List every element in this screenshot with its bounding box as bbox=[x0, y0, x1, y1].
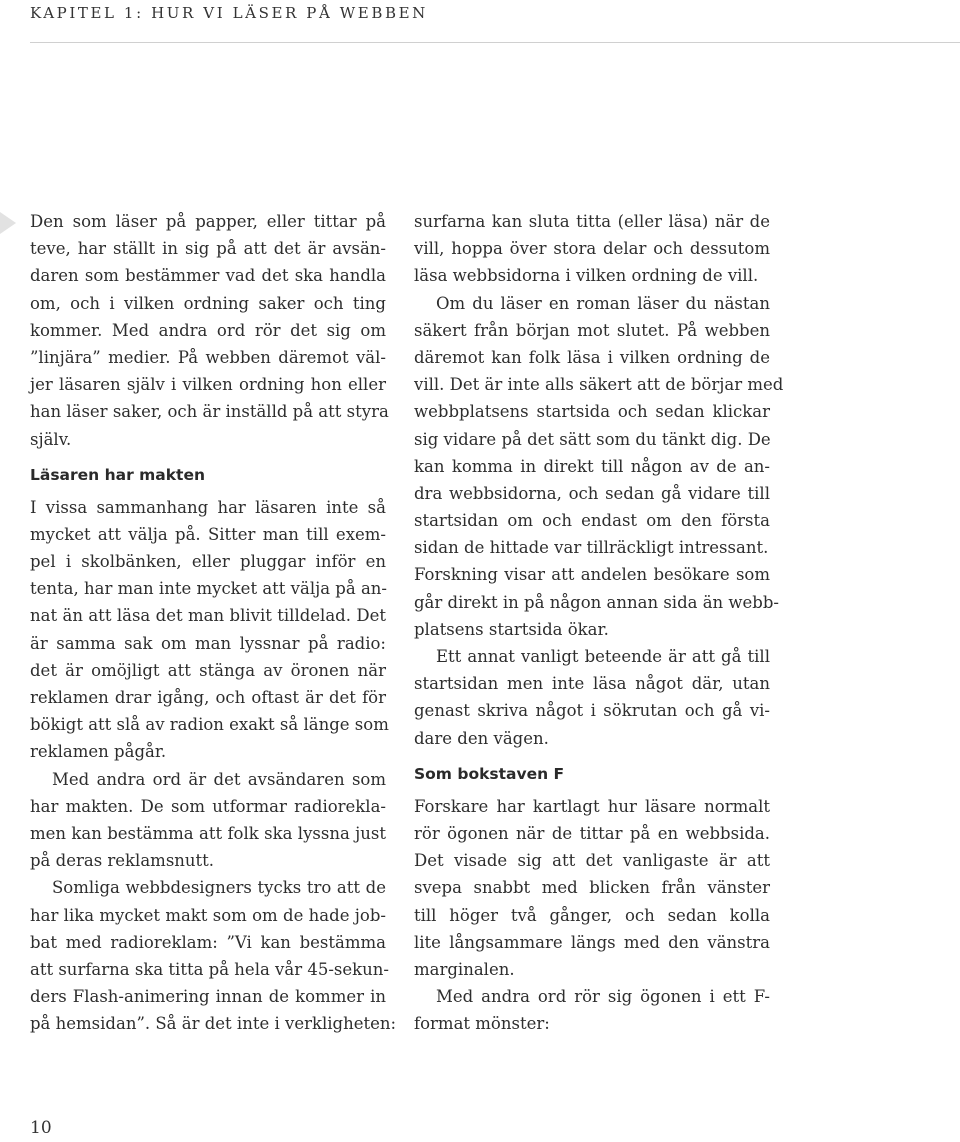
text-line: tenta, har man inte mycket att välja på an- bbox=[30, 579, 387, 599]
text-line: säkert från början mot slutet. På webben bbox=[414, 320, 770, 340]
text-line: platsens startsida ökar. bbox=[414, 619, 609, 639]
text-line: går direkt in på någon annan sida än webb- bbox=[414, 592, 780, 612]
text-line: Forskning visar att andelen besökare som bbox=[414, 565, 770, 585]
text-line: att surfarna ska titta på hela vår 45-sekun- bbox=[30, 959, 389, 979]
subheading-container bbox=[30, 453, 386, 494]
text-line: Det visade sig att det vanligaste är att bbox=[414, 851, 770, 871]
text-line: sidan de hittade var tillräckligt intressant. bbox=[414, 538, 769, 558]
text-line: dra webbsidorna, och sedan gå vidare till bbox=[414, 483, 770, 503]
text-line: dare den vägen. bbox=[414, 728, 549, 748]
right-column bbox=[414, 208, 784, 1037]
text-line: bat med radioreklam: ”Vi kan bestämma bbox=[30, 932, 386, 952]
text-line: bökigt att slå av radion exakt så länge som bbox=[30, 715, 389, 735]
text-line: surfarna kan sluta titta (eller läsa) när de bbox=[414, 212, 770, 231]
subheading: Läsaren har makten bbox=[30, 465, 206, 484]
text-line: sig vidare på det sätt som du tänkt dig. De bbox=[414, 429, 771, 449]
text-line: ders Flash-animering innan de kommer in bbox=[30, 987, 386, 1007]
text-line: mycket att välja på. Sitter man till exem- bbox=[30, 524, 386, 544]
text-line: startsidan men inte läsa något där, utan bbox=[414, 674, 770, 694]
text-line: Med andra ord är det avsändaren som bbox=[52, 769, 386, 789]
text-line: men kan bestämma att folk ska lyssna just bbox=[30, 823, 386, 843]
text-line: jer läsaren själv i vilken ordning hon eller bbox=[30, 375, 386, 395]
text-line: till höger två gånger, och sedan kolla bbox=[414, 905, 770, 925]
text-line: format mönster: bbox=[414, 1014, 550, 1034]
text-line: däremot kan folk läsa i vilken ordning de bbox=[414, 347, 770, 367]
text-line: om, och i vilken ordning saker och ting bbox=[30, 293, 386, 313]
text-line: Somliga webbdesigners tycks tro att de bbox=[52, 878, 386, 898]
subheading: Som bokstaven F bbox=[414, 764, 565, 783]
text-line: har makten. De som utformar radiorekla- bbox=[30, 796, 386, 816]
subheading-container bbox=[414, 752, 770, 793]
text-line: nat än att läsa det man blivit tilldelad. Det bbox=[30, 606, 386, 626]
text-line: på hemsidan”. Så är det inte i verkligheten: bbox=[30, 1014, 397, 1034]
triangle-marker-icon bbox=[0, 212, 16, 234]
text-line: Om du läser en roman läser du nästan bbox=[436, 293, 770, 313]
paragraph bbox=[30, 208, 389, 453]
text-line: marginalen. bbox=[414, 959, 515, 979]
text-line: pel i skolbänken, eller pluggar inför en bbox=[30, 552, 386, 572]
text-line: han läser saker, och är inställd på att styra bbox=[30, 402, 389, 422]
page-number: 10 bbox=[30, 1118, 52, 1138]
text-line: webbplatsens startsida och sedan klickar bbox=[414, 402, 770, 422]
text-line: själv. bbox=[30, 429, 72, 449]
paragraph bbox=[414, 983, 770, 1037]
text-line: svepa snabbt med blicken från vänster bbox=[414, 878, 770, 898]
paragraph bbox=[414, 643, 770, 752]
text-line: Forskare har kartlagt hur läsare normalt bbox=[414, 796, 770, 816]
paragraph bbox=[414, 208, 770, 290]
text-line: vill. Det är inte alls säkert att de börjar med bbox=[414, 375, 784, 395]
text-line: Den som läser på papper, eller tittar på bbox=[30, 212, 386, 231]
chapter-header: KAPITEL 1: HUR VI LÄSER PÅ WEBBEN bbox=[30, 4, 428, 22]
text-line: Med andra ord rör sig ögonen i ett F- bbox=[436, 987, 770, 1007]
paragraph bbox=[414, 793, 770, 983]
paragraph bbox=[30, 874, 397, 1037]
text-line: ”linjära” medier. På webben däremot väl- bbox=[30, 347, 386, 367]
text-line: vill, hoppa över stora delar och dessutom bbox=[414, 239, 770, 259]
text-line: teve, har ställt in sig på att det är avsän- bbox=[30, 239, 386, 259]
text-line: på deras reklamsnutt. bbox=[30, 851, 215, 871]
text-line: lite långsammare längs med den vänstra bbox=[414, 932, 770, 952]
text-line: läsa webbsidorna i vilken ordning de vill. bbox=[414, 266, 759, 286]
text-line: Ett annat vanligt beteende är att gå till bbox=[436, 647, 770, 666]
text-line: genast skriva något i sökrutan och gå vi- bbox=[414, 701, 770, 721]
text-line: kommer. Med andra ord rör det sig om bbox=[30, 320, 386, 340]
text-line: reklamen drar igång, och oftast är det för bbox=[30, 688, 386, 707]
paragraph bbox=[414, 290, 784, 643]
text-line: startsidan om och endast om den första bbox=[414, 511, 770, 531]
text-line: det är omöjligt att stänga av öronen när bbox=[30, 660, 386, 680]
paragraph bbox=[30, 494, 389, 766]
text-line: rör ögonen när de tittar på en webbsida. bbox=[414, 823, 770, 843]
text-line: daren som bestämmer vad det ska handla bbox=[30, 266, 386, 286]
paragraph bbox=[30, 766, 386, 875]
header-divider bbox=[30, 42, 960, 43]
text-line: I vissa sammanhang har läsaren inte så bbox=[30, 497, 386, 517]
left-column bbox=[30, 208, 397, 1037]
text-line: har lika mycket makt som om de hade job- bbox=[30, 905, 386, 925]
text-line: reklamen pågår. bbox=[30, 742, 167, 762]
text-line: är samma sak om man lyssnar på radio: bbox=[30, 633, 386, 653]
text-line: kan komma in direkt till någon av de an- bbox=[414, 456, 770, 476]
